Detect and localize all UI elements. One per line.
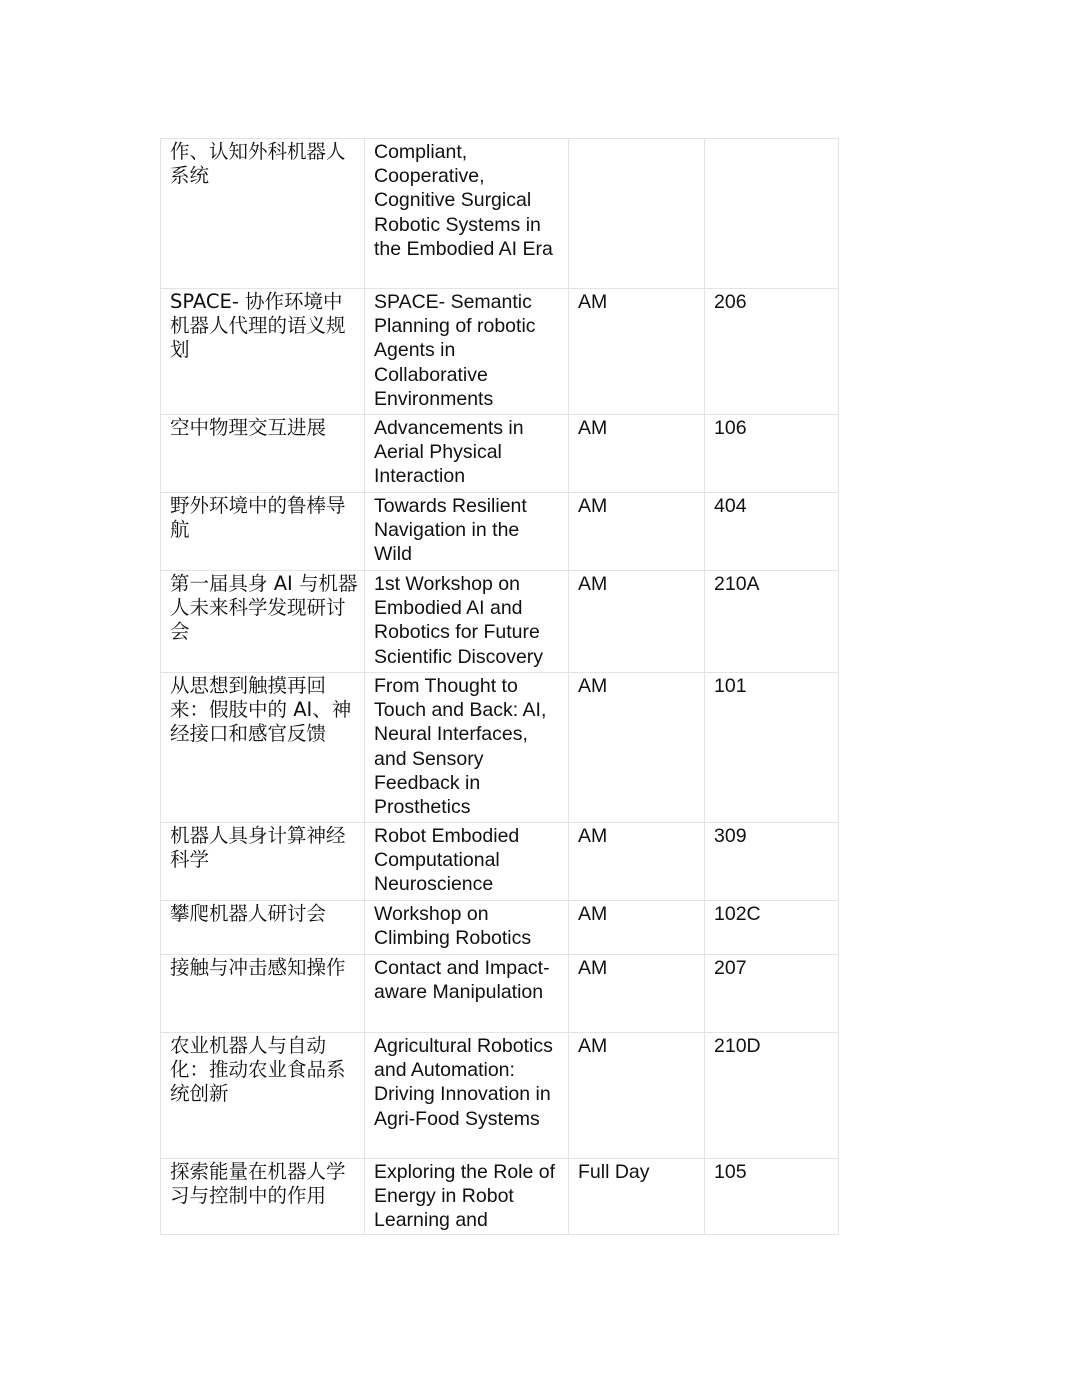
english-title-cell: SPACE- Semantic Planning of robotic Agents in Collaborative Environments bbox=[365, 289, 569, 415]
chinese-title-cell: 第一届具身 AI 与机器人未来科学发现研讨会 bbox=[161, 571, 365, 673]
room-cell: 207 bbox=[705, 955, 839, 1033]
chinese-title-cell: 接触与冲击感知操作 bbox=[161, 955, 365, 1033]
chinese-title-cell: 机器人具身计算神经科学 bbox=[161, 823, 365, 901]
english-title-cell: From Thought to Touch and Back: AI, Neural Interfaces, and Sensory Feedback in Prosthetics bbox=[365, 673, 569, 823]
chinese-title-cell: 作、认知外科机器人系统 bbox=[161, 139, 365, 289]
chinese-title-cell: 野外环境中的鲁棒导航 bbox=[161, 493, 365, 571]
table-row bbox=[161, 139, 839, 289]
room-cell: 206 bbox=[705, 289, 839, 415]
table-row bbox=[161, 823, 839, 901]
english-title-cell: Workshop on Climbing Robotics bbox=[365, 901, 569, 955]
chinese-title-cell: 空中物理交互进展 bbox=[161, 415, 365, 493]
english-title-cell: Towards Resilient Navigation in the Wild bbox=[365, 493, 569, 571]
table-row bbox=[161, 1033, 839, 1159]
table-row bbox=[161, 673, 839, 823]
table-row bbox=[161, 289, 839, 415]
english-title-cell: Exploring the Role of Energy in Robot Learning and bbox=[365, 1159, 569, 1235]
english-title-cell: 1st Workshop on Embodied AI and Robotics for Future Scientific Discovery bbox=[365, 571, 569, 673]
room-cell: 210D bbox=[705, 1033, 839, 1159]
time-cell: AM bbox=[569, 289, 705, 415]
time-cell: AM bbox=[569, 493, 705, 571]
room-cell bbox=[705, 139, 839, 289]
chinese-title-cell: 探索能量在机器人学习与控制中的作用 bbox=[161, 1159, 365, 1235]
table-row bbox=[161, 1159, 839, 1235]
time-cell: AM bbox=[569, 955, 705, 1033]
chinese-title-cell: 从思想到触摸再回来：假肢中的 AI、神经接口和感官反馈 bbox=[161, 673, 365, 823]
chinese-title-cell: SPACE- 协作环境中机器人代理的语义规划 bbox=[161, 289, 365, 415]
chinese-title-cell: 农业机器人与自动化：推动农业食品系统创新 bbox=[161, 1033, 365, 1159]
room-cell: 210A bbox=[705, 571, 839, 673]
table-row bbox=[161, 493, 839, 571]
room-cell: 101 bbox=[705, 673, 839, 823]
english-title-cell: Agricultural Robotics and Automation: Driving Innovation in Agri-Food Systems bbox=[365, 1033, 569, 1159]
room-cell: 404 bbox=[705, 493, 839, 571]
table-row bbox=[161, 415, 839, 493]
time-cell: Full Day bbox=[569, 1159, 705, 1235]
time-cell: AM bbox=[569, 901, 705, 955]
time-cell bbox=[569, 139, 705, 289]
english-title-cell: Robot Embodied Computational Neuroscience bbox=[365, 823, 569, 901]
table-row bbox=[161, 955, 839, 1033]
english-title-cell: Advancements in Aerial Physical Interaction bbox=[365, 415, 569, 493]
room-cell: 309 bbox=[705, 823, 839, 901]
english-title-cell: Contact and Impact-aware Manipulation bbox=[365, 955, 569, 1033]
room-cell: 105 bbox=[705, 1159, 839, 1235]
time-cell: AM bbox=[569, 571, 705, 673]
chinese-title-cell: 攀爬机器人研讨会 bbox=[161, 901, 365, 955]
time-cell: AM bbox=[569, 1033, 705, 1159]
workshop-schedule-table bbox=[160, 138, 839, 1235]
room-cell: 102C bbox=[705, 901, 839, 955]
time-cell: AM bbox=[569, 673, 705, 823]
table-row bbox=[161, 571, 839, 673]
time-cell: AM bbox=[569, 823, 705, 901]
room-cell: 106 bbox=[705, 415, 839, 493]
time-cell: AM bbox=[569, 415, 705, 493]
table-row bbox=[161, 901, 839, 955]
english-title-cell: Compliant, Cooperative, Cognitive Surgical Robotic Systems in the Embodied AI Era bbox=[365, 139, 569, 289]
